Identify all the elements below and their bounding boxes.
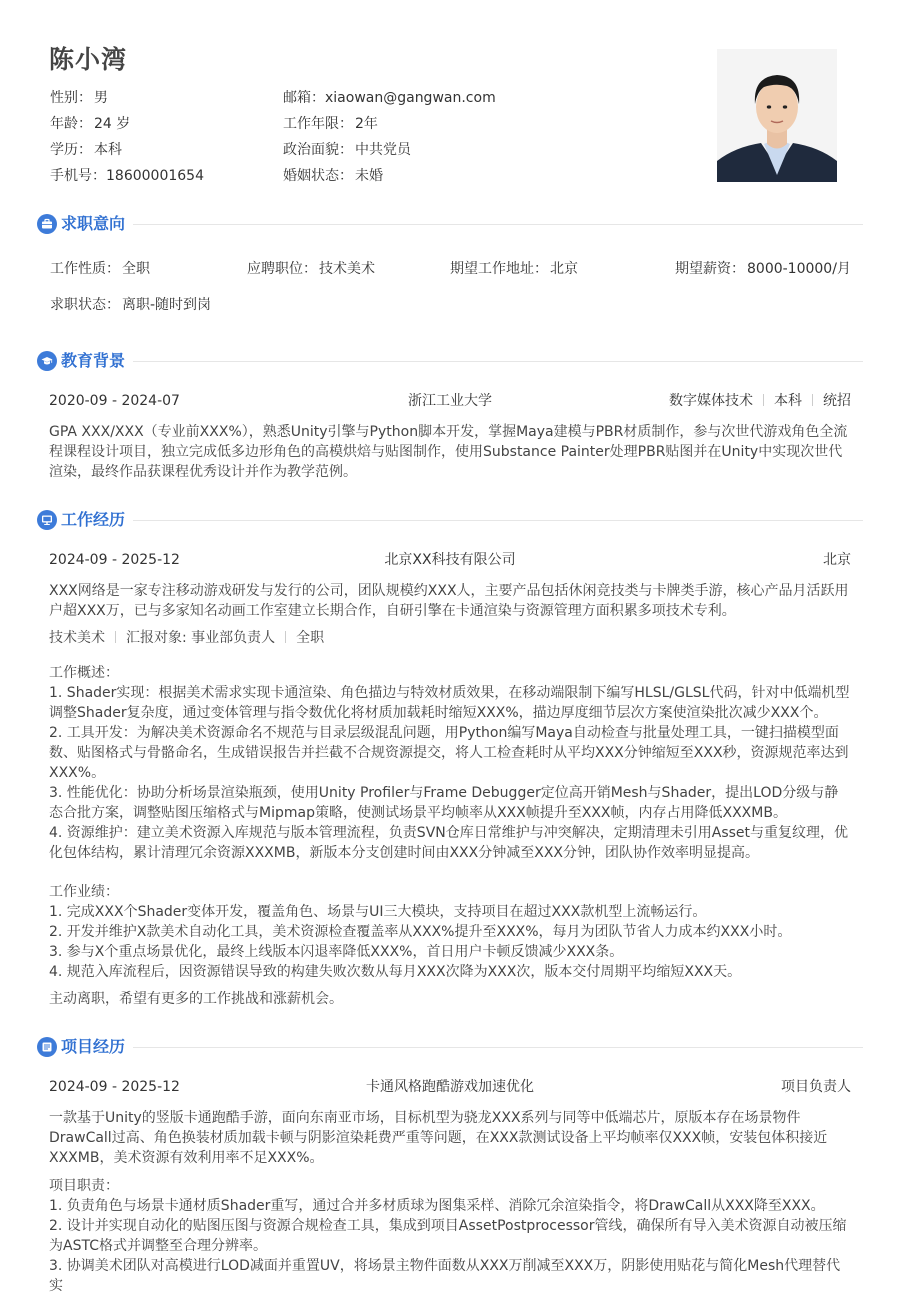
project-name: 卡通风格跑酷游戏加速优化 [366, 1079, 534, 1095]
education-degree: 本科 [774, 393, 802, 409]
section-title: 教育背景 [61, 351, 126, 370]
section-divider [133, 361, 863, 362]
intent-location-label: 期望工作地址： [450, 261, 548, 277]
divider [115, 631, 116, 643]
phone-value: 18600001654 [106, 168, 204, 184]
project-icon [37, 1037, 57, 1057]
work-overview-item: 2. 工具开发：为解决美术资源命名不规范与目录层级混乱问题，用Python编写Maya自动检查与批量处理工具，一键扫描模型面数、贴图格式与骨骼命名，生成错误报告并拦截不合规资源提交，将人工检查耗时从平均XXX分钟缩短至XXX秒，资源规范率达到XXX%。 [49, 725, 849, 781]
marital-value: 未婚 [355, 168, 383, 184]
work-overview-item: 4. 资源维护：建立美术资源入库规范与版本管理流程，负责SVN仓库日常维护与冲突解决，定期清理未引用Asset与重复纹理，优化包体结构，累计清理冗余资源XXXMB，新版本分支创建时间由XXX分钟减至XXX分钟，团队协作效率明显提高。 [49, 825, 849, 861]
work-leave-reason: 主动离职，希望有更多的工作挑战和涨薪机会。 [49, 991, 343, 1007]
years-field [283, 113, 378, 133]
marital-label: 婚姻状态： [283, 168, 353, 184]
project-description: 一款基于Unity的竖版卡通跑酷手游，面向东南亚市场，目标机型为骁龙XXX系列与同等中低端芯片，原版本存在场景物件DrawCall过高、角色换装材质加载卡顿与阴影渲染耗费严重等问题，在XXX款测试设备上平均帧率仅XXX帧，安装包体积接近XXXMB，美术资源有效利用率不足XXX%。 [49, 1110, 828, 1166]
education-label: 学历： [50, 142, 92, 158]
project-duty-item: 2. 设计并实现自动化的贴图压图与资源合规检查工具，集成到项目AssetPostprocessor管线，确保所有导入美术资源自动被压缩为ASTC格式并调整至合理分辨率。 [49, 1218, 847, 1254]
intent-type-value: 全职 [122, 261, 150, 277]
graduation-cap-icon [37, 351, 57, 371]
section-work [37, 509, 863, 531]
work-role: 技术美术 [49, 630, 105, 646]
intent-salary-value: 8000-10000/月 [747, 261, 851, 277]
work-jobtype: 全职 [296, 630, 325, 646]
intent-position [247, 259, 375, 279]
intent-status-label: 求职状态： [50, 297, 120, 313]
candidate-name: 陈小湾 [49, 45, 128, 74]
work-period: 2024-09 - 2025-12 [49, 552, 180, 568]
company-intro: XXX网络是一家专注移动游戏研发与发行的公司，团队规模约XXX人，主要产品包括休闲竞技类与卡牌类手游，核心产品月活跃用户超XXX万，已与多家知名动画工作室建立长期合作，自研引擎在卡通渲染与资源管理方面积累多项技术专利。 [49, 583, 849, 619]
work-results-title: 工作业绩： [49, 884, 119, 900]
section-divider [133, 224, 863, 225]
divider [812, 394, 813, 406]
education-value: 本科 [94, 142, 122, 158]
email-value: xiaowan@gangwan.com [325, 90, 496, 106]
politics-value: 中共党员 [355, 142, 411, 158]
section-divider [133, 1047, 863, 1048]
politics-label: 政治面貌： [283, 142, 353, 158]
marital-field [283, 165, 383, 185]
work-result-item: 1. 完成XXX个Shader变体开发，覆盖角色、场景与UI三大模块，支持项目在超过XXX款机型上流畅运行。 [49, 904, 707, 920]
phone-field [50, 165, 204, 185]
education-mode: 统招 [823, 393, 851, 409]
years-value: 2年 [355, 116, 378, 132]
project-header-row [49, 1077, 851, 1097]
email-field [283, 87, 496, 107]
phone-label: 手机号： [50, 168, 106, 184]
intent-salary [675, 259, 851, 279]
education-major: 数字媒体技术 [669, 393, 753, 409]
intent-location-value: 北京 [550, 261, 578, 277]
intent-salary-label: 期望薪资： [675, 261, 745, 277]
age-label: 年龄： [50, 116, 92, 132]
section-job-intent [37, 213, 863, 235]
gender-field [50, 87, 108, 107]
section-title: 工作经历 [61, 510, 126, 529]
intent-location [450, 259, 578, 279]
education-field [50, 139, 122, 159]
politics-field [283, 139, 411, 159]
work-result-item: 2. 开发并维护X款美术自动化工具，美术资源检查覆盖率从XXX%提升至XXX%，每月为团队节省人力成本约XXX小时。 [49, 924, 792, 940]
work-overview-title: 工作概述： [49, 665, 119, 681]
work-header-row [49, 550, 851, 570]
divider [763, 394, 764, 406]
briefcase-icon [37, 214, 57, 234]
section-title: 项目经历 [61, 1037, 126, 1056]
intent-status-value: 离职-随时到岗 [122, 297, 212, 313]
education-description: GPA XXX/XXX（专业前XXX%），熟悉Unity引擎与Python脚本开发，掌握Maya建模与PBR材质制作，参与次世代游戏角色全流程课程设计项目，独立完成低多边形角色的高模烘焙与贴图制作，使用Substance Painter处理PBR贴图并在Unity中实现次世代渲染，最终作品获课程优秀设计并作为教学范例。 [49, 424, 848, 480]
project-period: 2024-09 - 2025-12 [49, 1079, 180, 1095]
education-school: 浙江工业大学 [408, 393, 492, 409]
intent-status [50, 295, 211, 315]
years-label: 工作年限： [283, 116, 353, 132]
gender-value: 男 [94, 90, 108, 106]
work-report: 汇报对象: 事业部负责人 [126, 630, 276, 646]
education-period: 2020-09 - 2024-07 [49, 393, 180, 409]
project-duty-item: 1. 负责角色与场景卡通材质Shader重写，通过合并多材质球为图集采样、消除冗余渲染指令，将DrawCall从XXX降至XXX。 [49, 1198, 825, 1214]
work-company: 北京XX科技有限公司 [384, 552, 516, 568]
intent-type [50, 259, 150, 279]
section-education [37, 350, 863, 372]
work-overview-item: 1. Shader实现：根据美术需求实现卡通渲染、角色描边与特效材质效果，在移动端限制下编写HLSL/GLSL代码，针对中低端机型调整Shader复杂度，通过变体管理与指令数优化将材质加载耗时缩短XXX%，描边厚度细节层次方案使渲染批次减少XXX个。 [49, 685, 850, 721]
email-label: 邮箱： [283, 90, 325, 106]
age-value: 24 岁 [94, 116, 131, 132]
work-city: 北京 [823, 552, 851, 568]
project-role: 项目负责人 [781, 1079, 851, 1095]
intent-type-label: 工作性质： [50, 261, 120, 277]
monitor-icon [37, 510, 57, 530]
section-divider [133, 520, 863, 521]
work-overview-item: 3. 性能优化：协助分析场景渲染瓶颈，使用Unity Profiler与Frame Debugger定位高开销Mesh与Shader，提出LOD分级与静态合批方案，调整贴图压缩格式与Mipmap策略，使测试场景平均帧率从XXX帧提升至XXX帧，内存占用降低XXXMB。 [49, 785, 839, 821]
intent-position-label: 应聘职位： [247, 261, 317, 277]
project-duty-item: 3. 协调美术团队对高模进行LOD减面并重置UV，将场景主物件面数从XXX万削减至XXX万，阴影使用贴花与简化Mesh代理替代实 [49, 1258, 841, 1294]
intent-position-value: 技术美术 [319, 261, 375, 277]
age-field [50, 113, 130, 133]
avatar [717, 49, 837, 182]
avatar-portrait [717, 49, 837, 182]
work-result-item: 4. 规范入库流程后，因资源错误导致的构建失败次数从每月XXX次降为XXX次，版本交付周期平均缩短XXX天。 [49, 964, 742, 980]
work-result-item: 3. 参与X个重点场景优化，最终上线版本闪退率降低XXX%，首日用户卡顿反馈减少XXX条。 [49, 944, 624, 960]
section-title: 求职意向 [61, 214, 126, 233]
project-duty-title: 项目职责： [49, 1178, 119, 1194]
work-meta [49, 628, 324, 648]
gender-label: 性别： [50, 90, 92, 106]
education-header-row [49, 391, 851, 411]
education-details [669, 391, 851, 411]
section-project [37, 1036, 863, 1058]
divider [285, 631, 286, 643]
